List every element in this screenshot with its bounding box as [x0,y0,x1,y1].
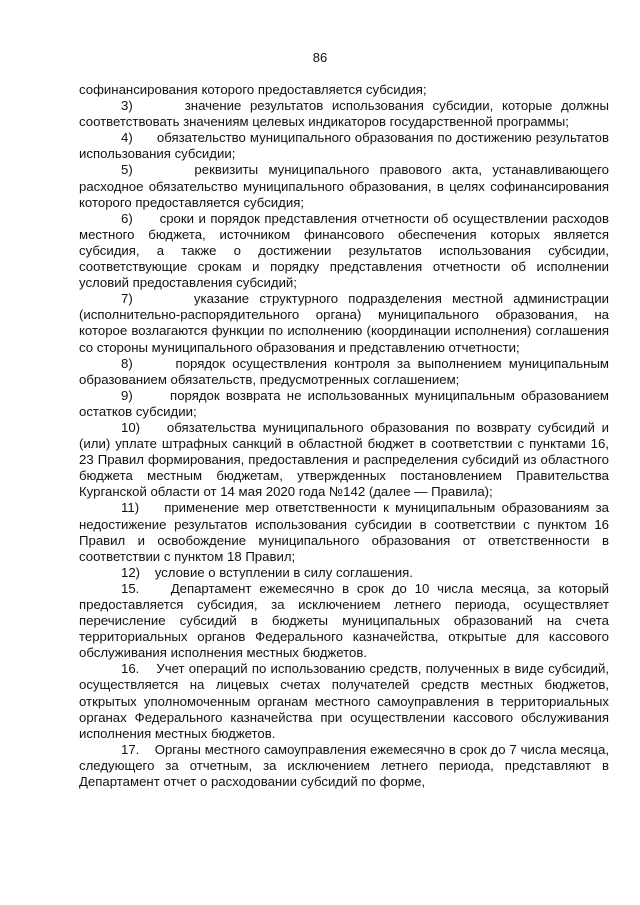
list-item-4: 4) обязательство муниципального образования по достижению результатов использования субсидии; [79,130,609,162]
section-16: 16. Учет операций по использованию средств, полученных в виде субсидий, осуществляется на лицевых счетах получателей средств местных бюджетов, открытых уполномоченным органам местного самоуправления в территориальных органах Федерального казначейства при осуществлении кассового обслуживания исполнения местных бюджетов. [79,661,609,741]
list-item-11: 11) применение мер ответственности к муниципальным образованиям за недостижение результатов использования субсидии в соответствии с пунктом 16 Правил и освобождение муниципального образования от ответственности в соответствии с пунктом 18 Правил; [79,500,609,564]
list-item-5: 5) реквизиты муниципального правового акта, устанавливающего расходное обязательство муниципального образования, в целях софинансирования которого предоставляется субсидия; [79,162,609,210]
list-item-9: 9) порядок возврата не использованных муниципальным образованием остатков субсидии; [79,387,609,419]
list-item-6: 6) сроки и порядок представления отчетности об осуществлении расходов местного бюджета, источником финансового обеспечения которых является субсидия, а также о достижении результатов использования субсидии, соответствующие срокам и порядку представления отчетности об исполнении условий предоставления субсидий; [79,210,609,291]
page-number: 86 [312,50,328,65]
section-17: 17. Органы местного самоуправления ежемесячно в срок до 7 числа месяца, следующего за отчетным, за исключением летнего периода, представляют в Департамент отчет о расходовании субсидий по форме, [79,741,609,790]
list-item-10: 10) обязательства муниципального образования по возврату субсидий и (или) уплате штрафных санкций в областной бюджет в соответствии с пунктами 16, 23 Правил формирования, предоставления и распределения субсидий из областного бюджета местным бюджетам, утвержденных постановлением Правительства Курганской области от 14 мая 2020 года №142 (далее — Правила); [79,419,609,500]
paragraph-continuation: софинансирования которого предоставляется субсидия; [79,82,427,97]
document-body [79,82,609,790]
list-item-8: 8) порядок осуществления контроля за выполнением муниципальным образованием обязательств, предусмотренных соглашением; [79,355,609,387]
list-item-12: 12) условие о вступлении в силу соглашения. [121,564,413,580]
section-15: 15. Департамент ежемесячно в срок до 10 числа месяца, за который предоставляется субсидия, за исключением летнего периода, осуществляет перечисление субсидий в бюджеты муниципальных образований на счета территориальных органов Федерального казначейства, открытые для кассового обслуживания исполнения местных бюджетов. [79,580,609,661]
list-item-3: 3) значение результатов использования субсидии, которые должны соответствовать значениям целевых индикаторов государственной программы; [79,98,609,130]
list-item-7: 7) указание структурного подразделения местной администрации (исполнительно-распорядительного органа) муниципального образования, на которое возлагаются функции по исполнению (координации исполнения) соглашения со стороны муниципального образования и представлению отчетности; [79,291,609,355]
